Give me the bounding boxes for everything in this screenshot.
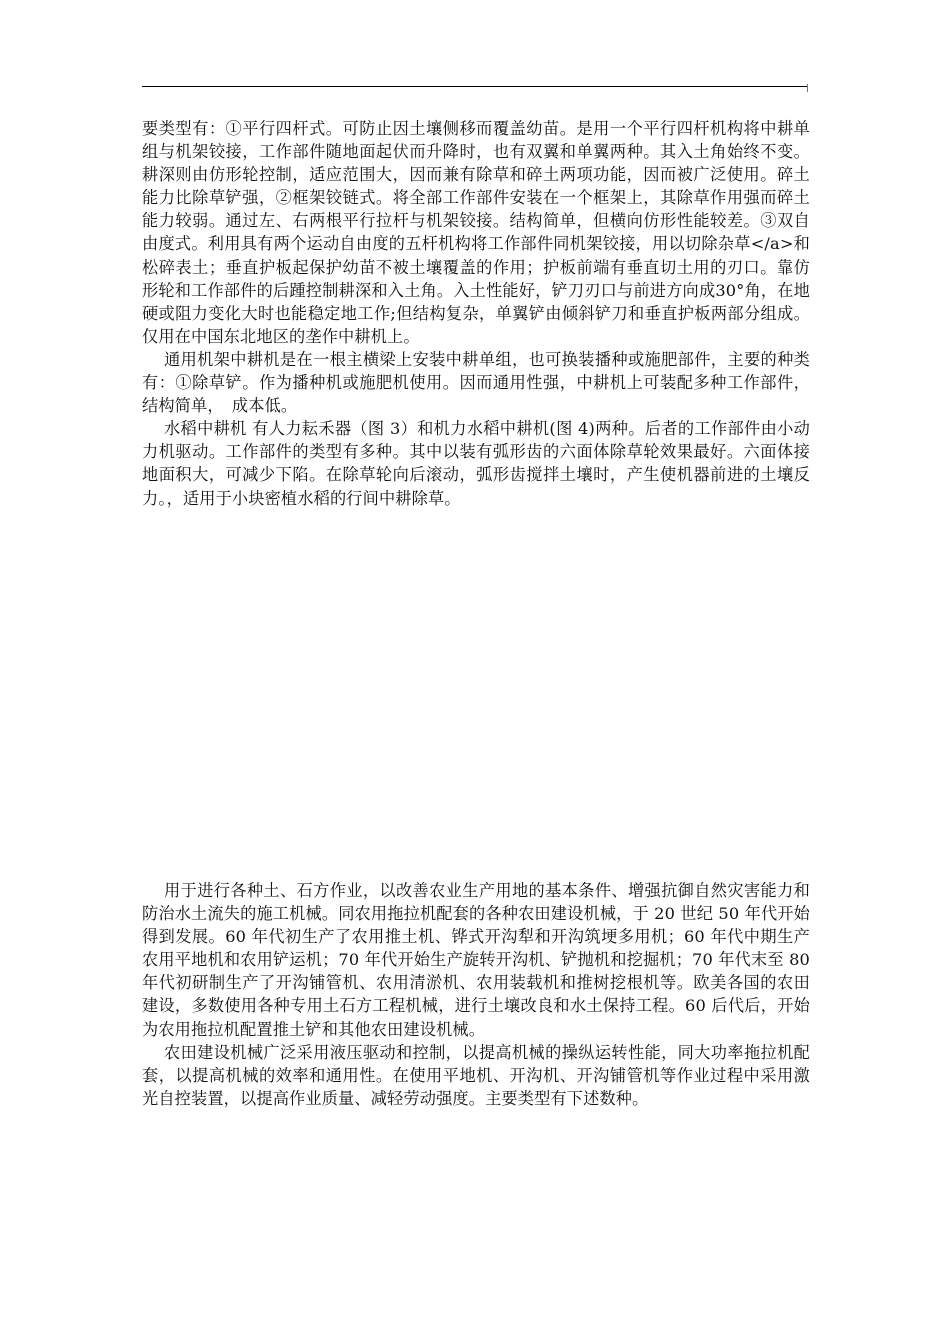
paragraph-parallel-linkage-types: 要类型有：①平行四杆式。可防止因土壤侧移而覆盖幼苗。是用一个平行四杆机构将中耕单组与机架铰接，工作部件随地面起伏而升降时，也有双翼和单翼两种。其入土角始终不变。耕深则由仿形轮控制，适应范围大，因而兼有除草和碎土两项功能，因而被广泛使用。碎土能力比除草铲强，②框架铰链式。将全部工作部件安装在一个框架上，其除草作用强而碎土能力较弱。通过左、右两根平行拉杆与机架铰接。结构简单，但横向仿形性能较差。③双自由度式。利用具有两个运动自由度的五杆机构将工作部件同机架铰接，用以切除杂草</a>和松碎表土；垂直护板起保护幼苗不被土壤覆盖的作用；护板前端有垂直切土用的刃口。靠仿形轮和工作部件的后踵控制耕深和入土角。入土性能好，铲刀刃口与前进方向成30°角，在地硬或阻力变化大时也能稳定地工作;但结构复杂，单翼铲由倾斜铲刀和垂直护板两部分组成。仅用在中国东北地区的垄作中耕机上。 [142,119,810,346]
paragraph-hydraulic-drive-control: 农田建设机械广泛采用液压驱动和控制，以提高机械的操纵运转性能，同大功率拖拉机配套，以提高机械的效率和通用性。在使用平地机、开沟机、开沟铺管机等作业过程中采用激光自控装置，以提高作业质量、减轻劳动强度。主要类型有下述数种。 [142,1042,810,1108]
paragraph-farmland-construction-machinery: 用于进行各种土、石方作业，以改善农业生产用地的基本条件、增强抗御自然灾害能力和防治水土流失的施工机械。同农用拖拉机配套的各种农田建设机械，于 20 世纪 50 年代开始得到发展。60 年代初生产了农用推土机、铧式开沟犁和开沟筑埂多用机；60 年代中期生产农用平地机和农用铲运机；70 年代开始生产旋转开沟机、铲抛机和挖掘机；70 年代末至 80 年代初研制生产了开沟铺管机、农用清淤机、农用装载机和推树挖根机等。欧美各国的农田建设，多数使用各种专用土石方工程机械，进行土壤改良和水土保持工程。60 后代后，开始为农用拖拉机配置推土铲和其他农田建设机械。 [142,881,810,1039]
header-rule [142,86,808,87]
header-corner-mark [807,84,808,92]
top-text-block [142,117,810,510]
paragraph-universal-frame-cultivator: 通用机架中耕机是在一根主横梁上安装中耕单组，也可换装播种或施肥部件，主要的种类有：①除草铲。作为播种机或施肥机使用。因而通用性强，中耕机上可装配多种工作部件，结构简单， 成本低。 [142,349,810,416]
bottom-text-block [142,879,810,1110]
paragraph-paddy-cultivator: 水稻中耕机 有人力耘禾器（图 3）和机力水稻中耕机(图 4)两种。后者的工作部件由小动力机驱动。工作部件的类型有多种。其中以装有弧形齿的六面体除草轮效果最好。六面体接地面积大，可减少下陷。在除草轮向后滚动，弧形齿搅拌土壤时，产生使机器前进的土壤反力。，适用于小块密植水稻的行间中耕除草。 [142,419,810,508]
